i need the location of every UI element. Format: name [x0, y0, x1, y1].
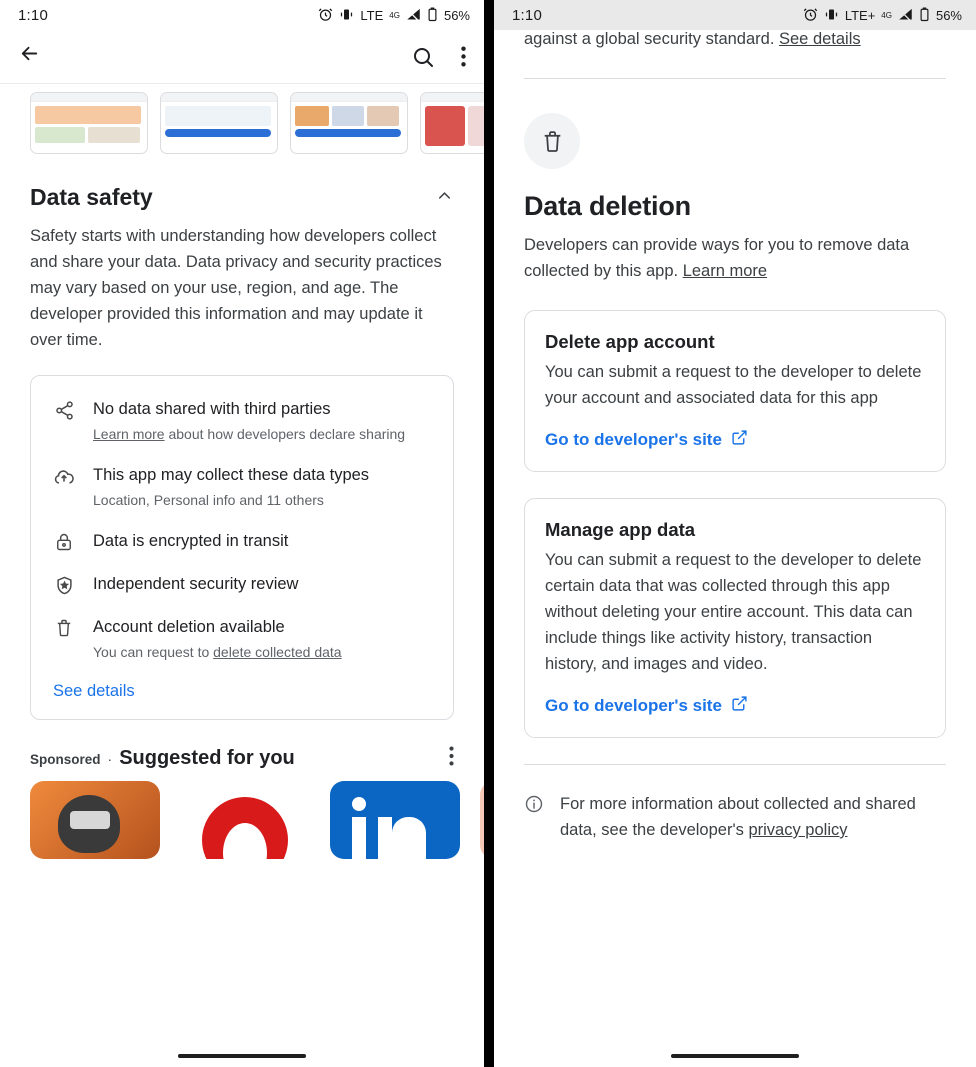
- divider: [524, 764, 946, 765]
- list-item-subtitle: [93, 424, 433, 444]
- privacy-policy-link[interactable]: privacy policy: [748, 821, 848, 839]
- screenshot-thumb[interactable]: [290, 92, 408, 154]
- network-type: LTE+: [844, 7, 876, 23]
- data-safety-description: Safety starts with understanding how developers collect and share your data. Data privacy and security practices may vary based on your use, region, and age. The developer provided this information and may update it over time.: [30, 227, 442, 349]
- screenshot-thumb[interactable]: [420, 92, 484, 154]
- screen-divider: [484, 0, 494, 1067]
- battery-percent: 56%: [443, 7, 470, 23]
- network-sup: 4G: [881, 10, 892, 20]
- suggested-title: Suggested for you: [119, 747, 295, 769]
- list-item: [51, 573, 433, 596]
- list-item-title: Data is encrypted in transit: [93, 532, 289, 550]
- more-vert-icon[interactable]: [449, 746, 454, 771]
- data-deletion-section: [494, 26, 976, 843]
- list-item: [51, 464, 433, 510]
- share-icon: [51, 398, 77, 444]
- screenshot-thumb[interactable]: [30, 92, 148, 154]
- navigation-bar: [0, 1041, 484, 1067]
- screenshot-thumb[interactable]: [160, 92, 278, 154]
- status-bar-left: [0, 0, 484, 30]
- learn-more-link[interactable]: Learn more: [682, 262, 768, 280]
- signal-icon: [406, 7, 421, 24]
- left-phone-screen: [0, 0, 484, 1067]
- sponsored-header: [0, 720, 484, 781]
- list-item-subtitle: [93, 642, 433, 662]
- battery-icon: [427, 7, 438, 24]
- see-details-link[interactable]: See details: [53, 682, 135, 700]
- battery-percent: 56%: [935, 7, 962, 23]
- app-tile[interactable]: [30, 781, 160, 859]
- list-item-title: Independent security review: [93, 575, 299, 593]
- cloud-upload-icon: [51, 464, 77, 510]
- divider: [524, 78, 946, 79]
- privacy-policy-text: For more information about collected and shared data, see the developer's: [560, 795, 916, 839]
- go-to-developer-site-link[interactable]: [545, 429, 925, 451]
- alarm-icon: [318, 7, 333, 24]
- section-header[interactable]: [30, 162, 454, 223]
- open-in-new-icon: [731, 429, 748, 451]
- home-indicator[interactable]: [671, 1054, 799, 1058]
- list-item: [51, 616, 433, 662]
- list-item-subtitle-prefix: You can request to: [93, 644, 214, 660]
- list-item-title: Account deletion available: [93, 618, 285, 636]
- app-tile[interactable]: [180, 781, 310, 859]
- clipped-text-row: [524, 26, 946, 52]
- clipped-text: against a global security standard.: [524, 30, 775, 48]
- privacy-policy-note: [524, 791, 946, 843]
- list-item-subtitle-rest: about how developers declare sharing: [164, 426, 406, 442]
- right-phone-screen: [494, 0, 976, 1067]
- info-icon: [524, 791, 544, 843]
- lock-icon: [51, 530, 77, 553]
- data-safety-card: [30, 375, 454, 720]
- data-safety-section: [0, 162, 484, 720]
- battery-icon: [919, 7, 930, 24]
- page-description: [524, 232, 946, 284]
- card-title: Manage app data: [545, 519, 696, 540]
- search-icon[interactable]: [411, 45, 435, 69]
- open-in-new-icon: [731, 695, 748, 717]
- card-body: You can submit a request to the developer to delete certain data that was collected through this app without deleting your entire account. This data can include things like activity history, transaction history, and images and video.: [545, 551, 922, 673]
- list-item-title: No data shared with third parties: [93, 400, 331, 418]
- card-body: You can submit a request to the developer to delete your account and associated data for this app: [545, 363, 922, 407]
- network-sup: 4G: [389, 10, 400, 20]
- more-vert-icon[interactable]: [461, 46, 466, 67]
- vibrate-icon: [339, 7, 354, 24]
- arrow-back-icon[interactable]: [18, 42, 41, 71]
- list-item-title: This app may collect these data types: [93, 466, 370, 484]
- vibrate-icon: [824, 7, 839, 24]
- page-description-text: Developers can provide ways for you to remove data collected by this app.: [524, 236, 910, 280]
- see-details-link[interactable]: See details: [779, 30, 861, 48]
- trash-icon: [51, 616, 77, 662]
- link-label: Go to developer's site: [545, 430, 722, 449]
- learn-more-link[interactable]: Learn more: [93, 426, 165, 442]
- separator-dot: ·: [107, 751, 113, 767]
- delete-collected-data-link[interactable]: delete collected data: [213, 644, 342, 660]
- list-item: [51, 530, 433, 553]
- app-bar-left: [0, 30, 484, 84]
- page-title: Data safety: [30, 184, 153, 210]
- trash-icon: [524, 113, 580, 169]
- signal-icon: [898, 7, 913, 24]
- network-type: LTE: [360, 7, 384, 23]
- app-tile[interactable]: [480, 781, 484, 859]
- delete-app-account-card: [524, 310, 946, 472]
- go-to-developer-site-link[interactable]: [545, 695, 925, 717]
- page-title: Data deletion: [524, 191, 691, 221]
- navigation-bar: [494, 1041, 976, 1067]
- list-item-subtitle: Location, Personal info and 11 others: [93, 492, 324, 508]
- screenshot-carousel[interactable]: [0, 84, 484, 162]
- alarm-icon: [803, 7, 818, 24]
- manage-app-data-card: [524, 498, 946, 738]
- status-time: 1:10: [18, 6, 48, 24]
- chevron-up-icon[interactable]: [435, 186, 454, 209]
- list-item: [51, 398, 433, 444]
- card-title: Delete app account: [545, 331, 715, 352]
- sponsored-tag: Sponsored: [30, 752, 101, 767]
- suggested-app-tiles[interactable]: [0, 781, 484, 859]
- status-time: 1:10: [512, 6, 542, 24]
- home-indicator[interactable]: [178, 1054, 306, 1058]
- link-label: Go to developer's site: [545, 696, 722, 715]
- app-tile[interactable]: [330, 781, 460, 859]
- shield-star-icon: [51, 573, 77, 596]
